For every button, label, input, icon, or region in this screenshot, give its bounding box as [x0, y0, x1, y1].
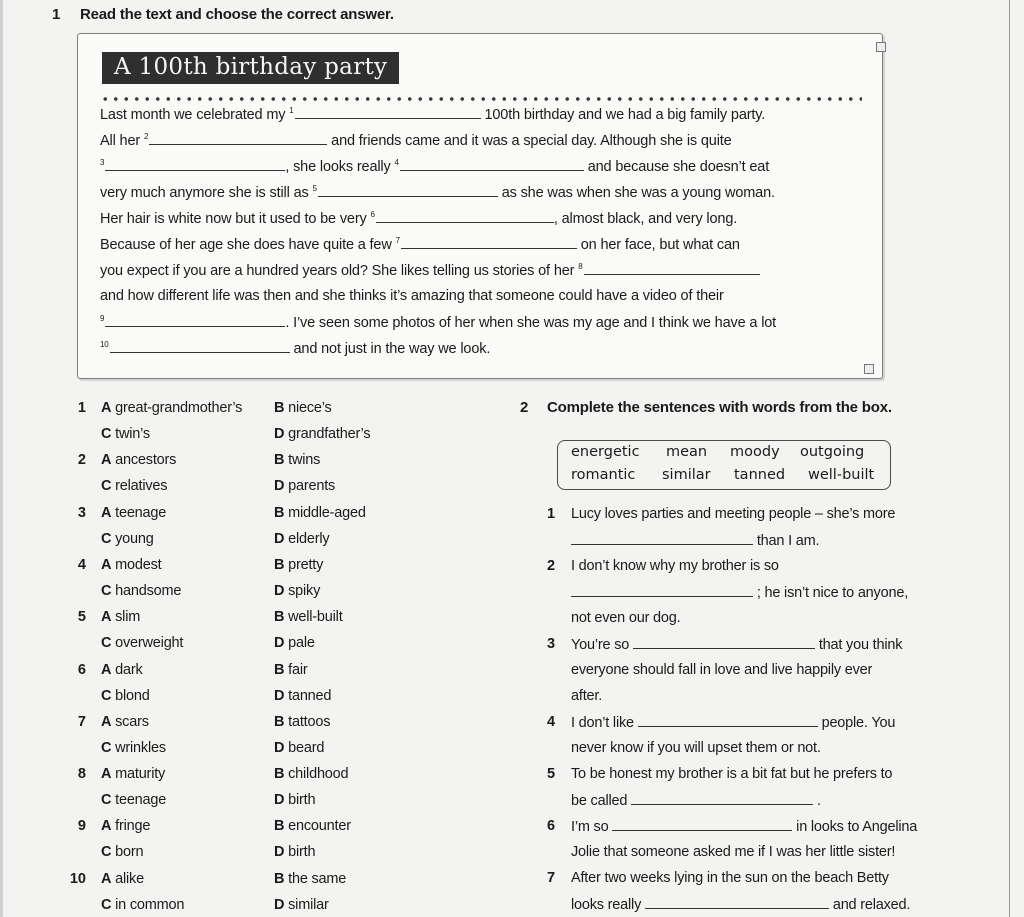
gap-4[interactable]: [400, 158, 584, 171]
text-line-5: Her hair is white now but it used to be very $^6$ , almost black, and very long.: [100, 210, 738, 227]
word-similar: similar: [662, 467, 711, 483]
corner-tab-bottom: [864, 364, 874, 374]
question-9-option-d[interactable]: D birth: [274, 844, 316, 861]
text-line-7: you expect if you are a hundred years old? She likes telling us stories of her $^8$: [100, 262, 760, 279]
text-line-4: very much anymore she is still as $^5$ as she was when she was a young woman.: [100, 184, 775, 201]
word-tanned: tanned: [734, 467, 786, 483]
gap-1[interactable]: [295, 106, 481, 119]
sentence-6-line-2: Jolie that someone asked me if I was her little sister!: [571, 844, 896, 860]
page-edge: [1009, 0, 1010, 917]
gap-3[interactable]: [105, 158, 285, 171]
question-10-option-b[interactable]: B the same: [274, 870, 347, 887]
sentence-3-line-2: everyone should fall in love and live happily ever: [571, 662, 873, 678]
sentence-2-text: I don’t know why my brother is so: [571, 558, 779, 574]
word-moody: moody: [730, 444, 780, 460]
text-line-8: and how different life was then and she thinks it’s amazing that someone could have a video of their: [100, 288, 724, 304]
corner-tab-top: [876, 42, 886, 52]
question-8-number: 8: [77, 766, 86, 783]
question-2-option-a[interactable]: A ancestors: [101, 452, 177, 469]
sentence-1-number: 1: [547, 506, 556, 522]
question-3-option-b[interactable]: B middle-aged: [274, 504, 366, 521]
sentence-7-blank[interactable]: [645, 896, 829, 909]
gap-5[interactable]: [318, 184, 498, 197]
word-energetic: energetic: [571, 444, 640, 460]
question-4-option-a[interactable]: A modest: [101, 556, 162, 573]
sentence-2-line-3: not even our dog.: [571, 610, 681, 626]
page-margin: [0, 0, 3, 917]
question-5-option-a[interactable]: A slim: [101, 609, 141, 626]
word-well-built: well-built: [808, 467, 875, 483]
sentence-6-blank[interactable]: [612, 818, 792, 831]
sentence-7-number: 7: [547, 870, 556, 886]
question-9-option-b[interactable]: B encounter: [274, 818, 351, 835]
text-line-6: Because of her age she does have quite a few $^7$ on her face, but what can: [100, 236, 740, 253]
sentence-2-line-2: ; he isn’t nice to anyone,: [571, 584, 908, 601]
exercise-2-heading: [520, 399, 892, 416]
sentence-4-line-2: never know if you will upset them or not.: [571, 740, 821, 756]
question-10-option-c[interactable]: C in common: [101, 896, 185, 913]
question-1-option-a[interactable]: A great-grandmother’s: [101, 400, 243, 416]
question-1-number: 1: [77, 400, 86, 416]
question-2-option-d[interactable]: D parents: [274, 478, 336, 495]
word-mean: mean: [666, 444, 708, 460]
question-6-option-b[interactable]: B fair: [274, 661, 308, 678]
sentence-6-number: 6: [547, 818, 556, 834]
question-5-option-c[interactable]: C overweight: [101, 635, 184, 652]
question-2-number: 2: [77, 452, 86, 469]
question-1-option-c[interactable]: C twin’s: [101, 426, 150, 442]
gap-2[interactable]: [149, 132, 327, 145]
sentence-3-line-3: after.: [571, 688, 603, 704]
question-2-option-b[interactable]: B twins: [274, 452, 321, 469]
exercise-2-instruction: Complete the sentences with words from the box.: [547, 399, 892, 416]
sentence-7-line-2: looks really and relaxed.: [571, 897, 911, 913]
question-10-number: 10: [69, 870, 86, 887]
sentence-7-text: After two weeks lying in the sun on the beach Betty: [571, 870, 889, 886]
sentence-4-number: 4: [547, 714, 556, 730]
sentence-3-number: 3: [547, 636, 556, 652]
sentence-5-blank[interactable]: [631, 792, 813, 805]
text-line-10: $^{10}$ and not just in the way we look.: [100, 340, 491, 357]
question-5-number: 5: [77, 609, 86, 626]
sentence-5-number: 5: [547, 766, 556, 782]
question-7-option-b[interactable]: B tattoos: [274, 713, 331, 730]
question-3-option-d[interactable]: D elderly: [274, 530, 330, 547]
text-line-3: $^3$ , she looks really $^4$ and because she doesn’t eat: [100, 158, 770, 175]
question-2-option-c[interactable]: C relatives: [101, 478, 168, 495]
sentence-3-text: You’re so that you think: [571, 637, 903, 653]
question-3-option-c[interactable]: C young: [101, 530, 154, 547]
text-line-2: All her $^2$ and friends came and it was a special day. Although she is quite: [100, 132, 732, 149]
question-3-option-a[interactable]: A teenage: [101, 504, 167, 521]
question-3-number: 3: [77, 504, 86, 521]
question-10-option-d[interactable]: D similar: [274, 896, 329, 913]
gap-10[interactable]: [110, 340, 290, 353]
question-1-option-d[interactable]: D grandfather’s: [274, 426, 371, 442]
text-line-9: $^9$ . I’ve seen some photos of her when she was my age and I think we have a lot: [100, 314, 777, 331]
question-5-option-b[interactable]: B well-built: [274, 609, 343, 626]
question-8-option-c[interactable]: C teenage: [101, 792, 167, 809]
sentence-4-text: I don’t like people. You: [571, 715, 896, 731]
question-7-number: 7: [77, 713, 86, 730]
exercise-1-number: 1: [52, 6, 61, 23]
sentence-1-text: Lucy loves parties and meeting people – she’s more: [571, 506, 896, 522]
question-7-option-d[interactable]: D beard: [274, 739, 325, 756]
question-8-option-a[interactable]: A maturity: [101, 766, 166, 783]
question-6-option-c[interactable]: C blond: [101, 687, 150, 704]
sentence-1-blank[interactable]: [571, 532, 753, 545]
sentence-1-line-2: than I am.: [571, 532, 819, 549]
dotted-divider: [100, 96, 862, 102]
question-5-option-d[interactable]: D pale: [274, 635, 315, 652]
sentence-2-blank[interactable]: [571, 584, 753, 597]
question-4-number: 4: [77, 556, 86, 573]
question-6-option-a[interactable]: A dark: [101, 661, 143, 678]
question-4-option-b[interactable]: B pretty: [274, 556, 324, 573]
sentence-5-line-2: be called .: [571, 793, 821, 809]
exercise-1-instruction: Read the text and choose the correct answer.: [80, 6, 394, 23]
sentence-4-blank[interactable]: [638, 714, 818, 727]
question-9-option-a[interactable]: A fringe: [101, 818, 151, 835]
gap-8[interactable]: [584, 262, 760, 275]
question-8-option-b[interactable]: B childhood: [274, 766, 349, 783]
question-7-option-c[interactable]: C wrinkles: [101, 739, 166, 756]
question-8-option-d[interactable]: D birth: [274, 792, 316, 809]
question-1-option-b[interactable]: B niece’s: [274, 400, 332, 416]
exercise-2-number: 2: [520, 399, 529, 416]
sentence-5-text: To be honest my brother is a bit fat but he prefers to: [571, 766, 893, 782]
reading-text-box: [77, 33, 883, 379]
text-line-1: Last month we celebrated my $^1$ 100th birthday and we had a big family party.: [100, 106, 766, 123]
sentence-3-blank[interactable]: [633, 636, 815, 649]
sentence-2-number: 2: [547, 558, 556, 574]
question-4-option-d[interactable]: D spiky: [274, 582, 321, 599]
word-romantic: romantic: [571, 467, 636, 483]
word-box: [557, 440, 891, 490]
question-7-option-a[interactable]: A scars: [101, 713, 149, 730]
gap-6[interactable]: [376, 210, 554, 223]
gap-7[interactable]: [401, 236, 577, 249]
text-title: A 100th birthday party: [102, 52, 399, 84]
question-6-option-d[interactable]: D tanned: [274, 687, 332, 704]
sentence-6-text: I’m so in looks to Angelina: [571, 819, 918, 835]
question-6-number: 6: [77, 661, 86, 678]
gap-9[interactable]: [105, 314, 285, 327]
question-4-option-c[interactable]: C handsome: [101, 582, 182, 599]
question-9-number: 9: [77, 818, 86, 835]
word-outgoing: outgoing: [800, 444, 865, 460]
question-9-option-c[interactable]: C born: [101, 844, 144, 861]
question-10-option-a[interactable]: A alike: [101, 870, 144, 887]
exercise-1-heading: [52, 6, 394, 23]
